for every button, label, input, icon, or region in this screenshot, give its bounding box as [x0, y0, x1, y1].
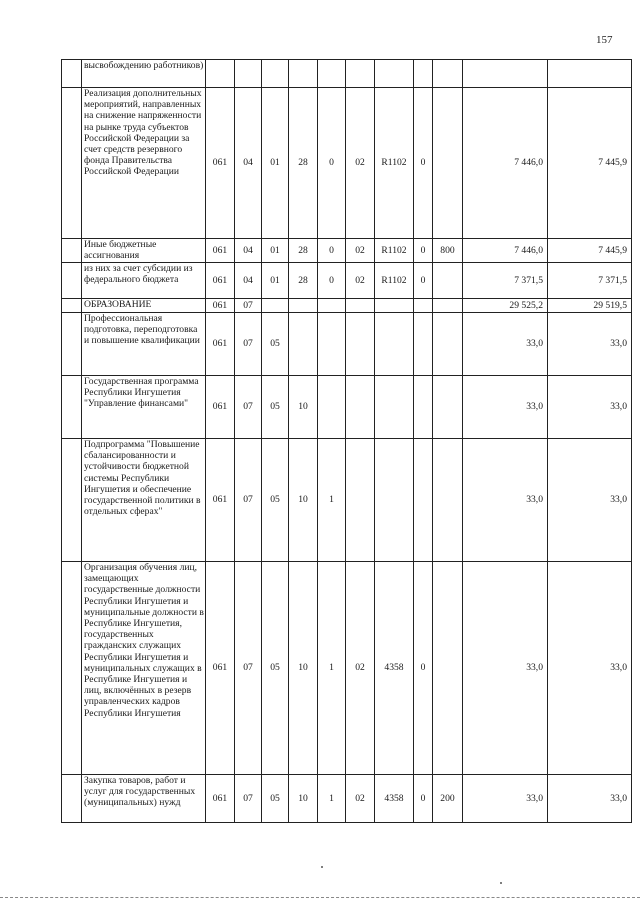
cell-c1: 061 [206, 439, 235, 562]
cell-c3: 05 [262, 439, 289, 562]
row-margin-cell [62, 239, 82, 263]
cell-v1: 7 446,0 [463, 88, 548, 239]
row-name: ОБРАЗОВАНИЕ [82, 299, 206, 313]
cell-c7: 4358 [375, 775, 414, 823]
cell-c1: 061 [206, 313, 235, 376]
cell-c8: 0 [414, 263, 433, 299]
cell-v1: 7 446,0 [463, 239, 548, 263]
cell-c2: 07 [235, 775, 262, 823]
cell-c3 [262, 60, 289, 88]
cell-c5: 0 [318, 239, 346, 263]
cell-c8: 0 [414, 775, 433, 823]
cell-c7 [375, 299, 414, 313]
cell-c9 [433, 439, 463, 562]
cell-c6: 02 [346, 239, 375, 263]
cell-c9 [433, 263, 463, 299]
cell-v1 [463, 60, 548, 88]
cell-c5 [318, 376, 346, 439]
cell-c3: 01 [262, 263, 289, 299]
cell-v2: 33,0 [548, 313, 632, 376]
cell-c1: 061 [206, 562, 235, 775]
table-row [62, 775, 632, 823]
cell-v1: 33,0 [463, 562, 548, 775]
cell-c6: 02 [346, 562, 375, 775]
cell-c4: 10 [289, 376, 318, 439]
cell-v2: 7 445,9 [548, 239, 632, 263]
cell-c4: 28 [289, 88, 318, 239]
table-row [62, 299, 632, 313]
table-row [62, 263, 632, 299]
page-bottom-edge [0, 897, 640, 899]
row-margin-cell [62, 775, 82, 823]
cell-c4: 10 [289, 775, 318, 823]
row-name: Реализация дополнительных мероприятий, направленных на снижение напряженности на рынке труда субъектов Российской Федерации за счет средств резервного фонда Правительства Российской Федерации [82, 88, 206, 239]
cell-c3: 05 [262, 775, 289, 823]
row-name: Закупка товаров, работ и услуг для государственных (муниципальных) нужд [82, 775, 206, 823]
cell-c4: 10 [289, 562, 318, 775]
row-margin-cell [62, 313, 82, 376]
cell-c5 [318, 60, 346, 88]
cell-c6: 02 [346, 263, 375, 299]
row-name: из них за счет субсидии из федерального бюджета [82, 263, 206, 299]
row-name: Организация обучения лиц, замещающих государственные должности Республики Ингушетия и муниципальные должности в Республике Ингушетия, государственных гражданских служащих Республики Ингушетия и муниципальных служащих в Республике Ингушетия и лиц, включённых в резерв управленческих кадров Республики Ингушетия [82, 562, 206, 775]
row-name: Иные бюджетные ассигнования [82, 239, 206, 263]
cell-c4 [289, 60, 318, 88]
cell-c4 [289, 313, 318, 376]
cell-c4: 10 [289, 439, 318, 562]
cell-c2: 04 [235, 88, 262, 239]
cell-v2: 33,0 [548, 562, 632, 775]
cell-v1: 33,0 [463, 313, 548, 376]
cell-c3: 05 [262, 562, 289, 775]
cell-c8 [414, 439, 433, 562]
cell-c7: 4358 [375, 562, 414, 775]
page-number: 157 [596, 34, 613, 46]
cell-c4 [289, 299, 318, 313]
row-name: Профессиональная подготовка, переподготовка и повышение квалификации [82, 313, 206, 376]
cell-c1 [206, 60, 235, 88]
cell-v1: 33,0 [463, 439, 548, 562]
cell-c1: 061 [206, 88, 235, 239]
cell-c9 [433, 376, 463, 439]
cell-c9 [433, 562, 463, 775]
cell-c9: 800 [433, 239, 463, 263]
cell-c6 [346, 299, 375, 313]
cell-c9 [433, 60, 463, 88]
cell-c7 [375, 376, 414, 439]
cell-c1: 061 [206, 775, 235, 823]
cell-c6 [346, 376, 375, 439]
row-margin-cell [62, 60, 82, 88]
cell-c2: 04 [235, 263, 262, 299]
cell-c3 [262, 299, 289, 313]
cell-v2: 33,0 [548, 376, 632, 439]
cell-v1: 29 525,2 [463, 299, 548, 313]
cell-c6 [346, 313, 375, 376]
row-margin-cell [62, 88, 82, 239]
cell-c5: 0 [318, 88, 346, 239]
row-name: высвобождению работников) [82, 60, 206, 88]
cell-c6 [346, 60, 375, 88]
cell-c6 [346, 439, 375, 562]
cell-c9: 200 [433, 775, 463, 823]
cell-c9 [433, 88, 463, 239]
cell-v1: 7 371,5 [463, 263, 548, 299]
cell-c2: 07 [235, 376, 262, 439]
cell-c2: 07 [235, 562, 262, 775]
table-row [62, 313, 632, 376]
cell-c2 [235, 60, 262, 88]
cell-v2: 29 519,5 [548, 299, 632, 313]
cell-c5: 0 [318, 263, 346, 299]
scan-speck [321, 866, 323, 868]
cell-c5: 1 [318, 775, 346, 823]
cell-v2: 33,0 [548, 439, 632, 562]
table-row [62, 376, 632, 439]
cell-c7 [375, 439, 414, 562]
cell-c7 [375, 60, 414, 88]
row-margin-cell [62, 299, 82, 313]
table-row [62, 60, 632, 88]
cell-c2: 07 [235, 313, 262, 376]
cell-c8: 0 [414, 562, 433, 775]
table-row [62, 239, 632, 263]
row-margin-cell [62, 376, 82, 439]
cell-c5 [318, 299, 346, 313]
cell-c2: 04 [235, 239, 262, 263]
cell-c7 [375, 313, 414, 376]
cell-c3: 05 [262, 376, 289, 439]
cell-c3: 01 [262, 88, 289, 239]
cell-c3: 05 [262, 313, 289, 376]
cell-c5 [318, 313, 346, 376]
cell-c5: 1 [318, 562, 346, 775]
cell-c1: 061 [206, 299, 235, 313]
cell-c9 [433, 299, 463, 313]
cell-c8 [414, 376, 433, 439]
cell-c8: 0 [414, 88, 433, 239]
cell-c4: 28 [289, 263, 318, 299]
cell-v2: 7 445,9 [548, 88, 632, 239]
cell-c2: 07 [235, 299, 262, 313]
cell-c8 [414, 60, 433, 88]
cell-c6: 02 [346, 775, 375, 823]
scan-speck [500, 882, 502, 884]
cell-c2: 07 [235, 439, 262, 562]
cell-c8 [414, 313, 433, 376]
row-name: Подпрограмма "Повышение сбалансированности и устойчивости бюджетной системы Республики Ингушетия и обеспечение государственной политики в отдельных сферах" [82, 439, 206, 562]
row-margin-cell [62, 439, 82, 562]
row-margin-cell [62, 263, 82, 299]
cell-v1: 33,0 [463, 775, 548, 823]
cell-c4: 28 [289, 239, 318, 263]
table-row [62, 88, 632, 239]
cell-c5: 1 [318, 439, 346, 562]
cell-v2: 7 371,5 [548, 263, 632, 299]
cell-c1: 061 [206, 239, 235, 263]
cell-c7: R1102 [375, 239, 414, 263]
cell-c6: 02 [346, 88, 375, 239]
cell-c3: 01 [262, 239, 289, 263]
budget-table [61, 59, 632, 823]
cell-v2: 33,0 [548, 775, 632, 823]
cell-c8: 0 [414, 239, 433, 263]
cell-c9 [433, 313, 463, 376]
cell-c1: 061 [206, 376, 235, 439]
cell-c8 [414, 299, 433, 313]
cell-c7: R1102 [375, 88, 414, 239]
cell-v1: 33,0 [463, 376, 548, 439]
row-margin-cell [62, 562, 82, 775]
table-row [62, 562, 632, 775]
cell-c7: R1102 [375, 263, 414, 299]
cell-v2 [548, 60, 632, 88]
table-row [62, 439, 632, 562]
cell-c1: 061 [206, 263, 235, 299]
row-name: Государственная программа Республики Ингушетия "Управление финансами" [82, 376, 206, 439]
